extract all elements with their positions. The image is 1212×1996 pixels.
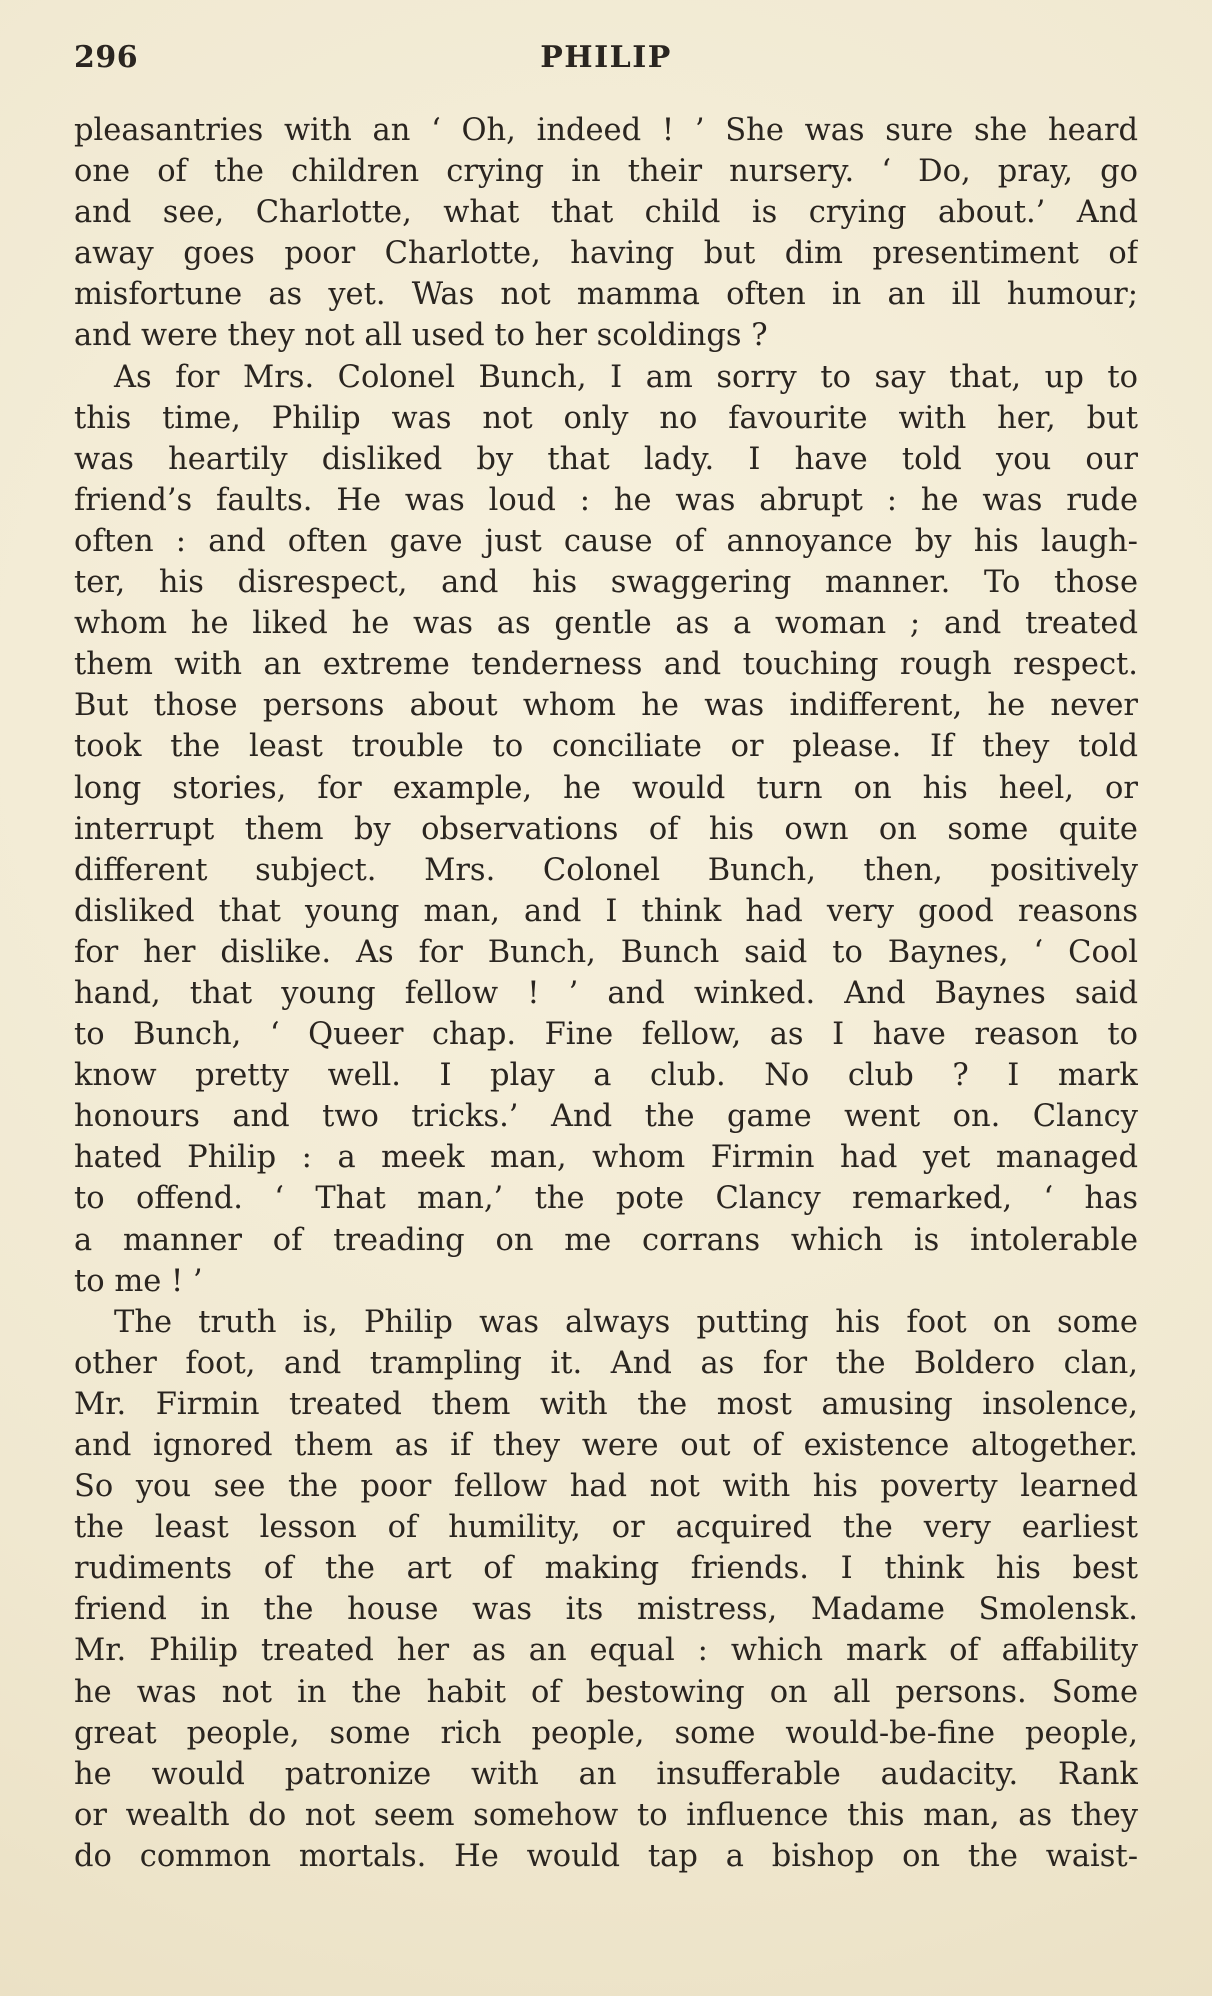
- text-line: honours and two tricks.’ And the game went on. Clancy: [74, 1099, 1138, 1135]
- text-line: away goes poor Charlotte, having but dim presentiment of: [74, 236, 1138, 272]
- text-line: ter, his disrespect, and his swaggering manner. To those: [74, 565, 1138, 601]
- body-text: [74, 110, 1138, 1877]
- text-line: and ignored them as if they were out of existence altogether.: [74, 1428, 1138, 1463]
- text-line: one of the children crying in their nursery. ‘ Do, pray, go: [74, 154, 1138, 190]
- text-line: misfortune as yet. Was not mamma often in an ill humour;: [74, 277, 1138, 313]
- text-line: great people, some rich people, some would-be-fine people,: [74, 1715, 1138, 1751]
- text-line: friend in the house was its mistress, Madame Smolensk.: [74, 1592, 1138, 1628]
- text-line: was heartily disliked by that lady. I have told you our: [74, 441, 1138, 477]
- text-line: to offend. ‘ That man,’ the pote Clancy remarked, ‘ has: [74, 1181, 1138, 1217]
- text-line: and were they not all used to her scoldings ?: [74, 318, 768, 354]
- text-line: for her dislike. As for Bunch, Bunch said to Baynes, ‘ Cool: [74, 934, 1138, 970]
- text-line: So you see the poor fellow had not with his poverty learned: [74, 1469, 1138, 1505]
- text-line: he was not in the habit of bestowing on all persons. Some: [74, 1674, 1138, 1710]
- text-line: took the least trouble to conciliate or please. If they told: [74, 729, 1138, 765]
- text-line: he would patronize with an insufferable audacity. Rank: [74, 1756, 1138, 1792]
- text-line: to Bunch, ‘ Queer chap. Fine fellow, as I have reason to: [74, 1017, 1138, 1053]
- page-number: 296: [74, 40, 139, 75]
- text-line: pleasantries with an ‘ Oh, indeed ! ’ She was sure she heard: [74, 113, 1138, 148]
- text-line: the least lesson of humility, or acquired the very earliest: [74, 1510, 1138, 1546]
- text-line: know pretty well. I play a club. No club ? I mark: [74, 1058, 1138, 1094]
- text-line: friend’s faults. He was loud : he was abrupt : he was rude: [74, 482, 1138, 518]
- text-line: As for Mrs. Colonel Bunch, I am sorry to say that, up to: [114, 359, 1138, 395]
- text-line: whom he liked he was as gentle as a woman ; and treated: [74, 606, 1138, 642]
- running-head: PHILIP: [540, 40, 672, 75]
- text-line: rudiments of the art of making friends. I think his best: [74, 1551, 1138, 1587]
- text-line: But those persons about whom he was indifferent, he never: [74, 688, 1138, 724]
- text-line: to me ! ’: [74, 1263, 203, 1299]
- text-line: different subject. Mrs. Colonel Bunch, then, positively: [74, 852, 1138, 888]
- text-line: or wealth do not seem somehow to influence this man, as they: [74, 1797, 1138, 1833]
- text-line: long stories, for example, he would turn on his heel, or: [74, 770, 1138, 806]
- text-line: Mr. Firmin treated them with the most amusing insolence,: [74, 1386, 1138, 1422]
- text-line: hated Philip : a meek man, whom Firmin had yet managed: [74, 1140, 1138, 1176]
- text-line: and see, Charlotte, what that child is crying about.’ And: [74, 195, 1138, 231]
- text-line: this time, Philip was not only no favourite with her, but: [74, 400, 1138, 436]
- text-line: Mr. Philip treated her as an equal : which mark of affability: [74, 1633, 1138, 1669]
- text-line: do common mortals. He would tap a bishop on the waist-: [74, 1838, 1138, 1874]
- text-line: a manner of treading on me corrans which is intolerable: [74, 1222, 1138, 1258]
- text-line: The truth is, Philip was always putting his foot on some: [114, 1304, 1138, 1340]
- text-line: often : and often gave just cause of annoyance by his laugh-: [74, 523, 1138, 559]
- text-line: interrupt them by observations of his own on some quite: [74, 811, 1138, 847]
- text-line: them with an extreme tenderness and touching rough respect.: [74, 647, 1138, 683]
- text-line: disliked that young man, and I think had very good reasons: [74, 893, 1138, 929]
- text-line: other foot, and trampling it. And as for the Boldero clan,: [74, 1345, 1138, 1381]
- text-line: hand, that young fellow ! ’ and winked. And Baynes said: [74, 975, 1138, 1011]
- page-header: [74, 40, 1138, 80]
